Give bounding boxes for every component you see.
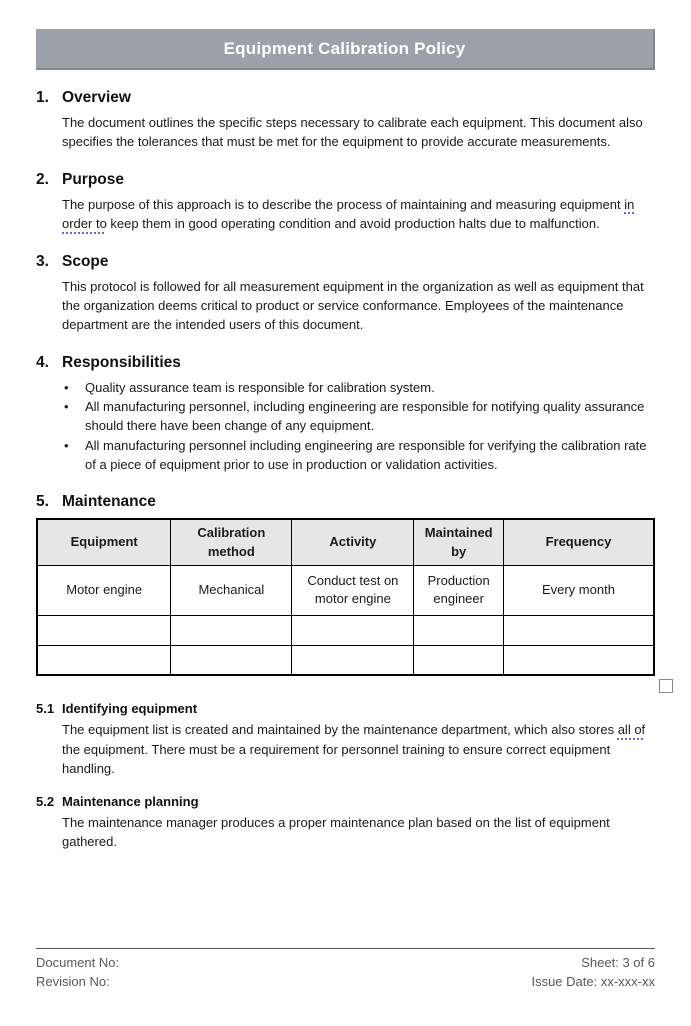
section-number: 3.: [36, 252, 49, 270]
overview-paragraph: The document outlines the specific steps necessary to calibrate each equipment. This document also specifies the tolerances that must be met for the equipment to provide accurate measurements.: [62, 115, 643, 150]
issue-date: Issue Date: xx-xxx-xx: [531, 973, 655, 989]
table-cell-equipment: Motor engine: [37, 565, 171, 615]
purpose-paragraph: [62, 195, 655, 234]
section-heading-scope: [36, 252, 655, 271]
subsection-heading-identifying-equipment: [36, 700, 655, 717]
column-header-activity: Activity: [292, 519, 414, 565]
empty-cell[interactable]: [171, 615, 292, 645]
table-row: [37, 565, 654, 615]
subsection-heading-maintenance-planning: [36, 793, 655, 810]
maintenance-table: [36, 518, 655, 676]
empty-cell[interactable]: [37, 615, 171, 645]
identifying-text: the equipment. There must be a requirement for personnel training to ensure correct equipment handling.: [62, 741, 611, 777]
column-header-maintained-by: Maintained by: [414, 519, 503, 565]
empty-cell[interactable]: [37, 645, 171, 675]
section-title: Overview: [62, 89, 131, 106]
section-heading-overview: [36, 88, 655, 107]
column-header-frequency: Frequency: [503, 519, 654, 565]
document-no-label: Document No:: [36, 955, 120, 970]
section-title: Maintenance: [62, 493, 156, 511]
subsection-title: Maintenance planning: [62, 793, 199, 809]
table-header-row: [37, 519, 654, 565]
document-title: Equipment Calibration Policy: [223, 38, 466, 58]
section-title: Purpose: [62, 170, 125, 188]
footer-right-block: [531, 954, 655, 991]
subsection-number: 5.1: [36, 701, 55, 717]
list-item: • Quality assurance team is responsible for calibration system.: [62, 378, 655, 397]
empty-cell[interactable]: [292, 615, 414, 645]
maintenance-table-container: [36, 518, 655, 676]
table-cell-calibration-method: Mechanical: [171, 565, 292, 615]
table-row-empty: [37, 645, 654, 675]
section-heading-maintenance: [36, 492, 655, 511]
grammar-flagged-phrase: all of: [617, 722, 646, 738]
sheet-number: Sheet: 3 of 6: [581, 955, 655, 970]
list-item: • All manufacturing personnel including engineering are responsible for verifying the calibration rate of a piece of equipment prior to use in production or validation activities.: [62, 436, 655, 475]
table-cell-activity: Conduct test on motor engine: [292, 565, 414, 615]
page-footer: [36, 948, 655, 991]
table-cell-frequency: Every month: [503, 565, 654, 615]
empty-cell[interactable]: [414, 645, 503, 675]
document-title-banner: [36, 29, 655, 70]
section-heading-responsibilities: [36, 353, 655, 372]
revision-no-label: Revision No:: [36, 973, 110, 989]
section-number: 5.: [36, 493, 49, 511]
subsection-number: 5.2: [36, 793, 55, 809]
planning-paragraph: The maintenance manager produces a proper maintenance plan based on the list of equipment gathered.: [62, 814, 610, 849]
section-number: 2.: [36, 170, 49, 188]
identifying-text: The equipment list is created and maintained by the maintenance department, which also stores: [62, 722, 618, 738]
empty-cell[interactable]: [503, 615, 654, 645]
table-row-empty: [37, 615, 654, 645]
grammar-flagged-phrase: in order to: [62, 196, 635, 232]
empty-cell[interactable]: [414, 615, 503, 645]
table-resize-handle[interactable]: [659, 679, 673, 693]
table-cell-maintained-by: Production engineer: [414, 565, 503, 615]
responsibilities-list: [62, 378, 655, 474]
list-item: • All manufacturing personnel, including engineering are responsible for notifying quality assurance should there have been change of any equipment.: [62, 397, 655, 436]
section-title: Responsibilities: [62, 353, 181, 371]
purpose-text: The purpose of this approach is to describe the process of maintaining and measuring equipment: [62, 196, 625, 212]
section-title: Scope: [62, 252, 109, 270]
empty-cell[interactable]: [171, 645, 292, 675]
subsection-title: Identifying equipment: [62, 701, 198, 717]
purpose-text: keep them in good operating condition and avoid production halts due to malfunction.: [106, 216, 600, 232]
footer-left-block: [36, 954, 119, 991]
empty-cell[interactable]: [503, 645, 654, 675]
section-number: 1.: [36, 89, 49, 106]
section-number: 4.: [36, 353, 49, 371]
identifying-paragraph: [62, 720, 655, 778]
empty-cell[interactable]: [292, 645, 414, 675]
section-heading-purpose: [36, 170, 655, 189]
column-header-calibration-method: Calibration method: [171, 519, 292, 565]
scope-paragraph: This protocol is followed for all measurement equipment in the organization as well as equipment that the organization deems critical to product or service conformance. Employees of the maintenance department are the intended users of this document.: [62, 278, 644, 333]
column-header-equipment: Equipment: [37, 519, 171, 565]
